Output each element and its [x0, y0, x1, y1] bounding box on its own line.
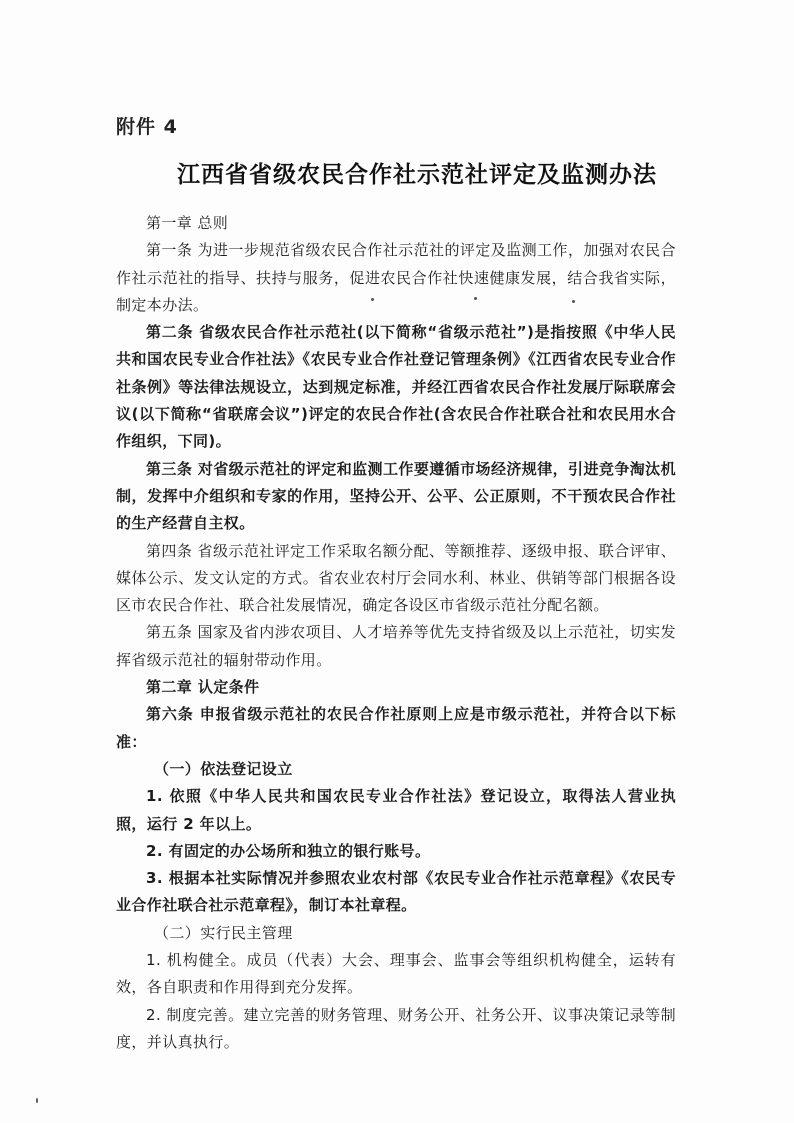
list-item: 2. 有固定的办公场所和独立的银行账号。 — [146, 841, 431, 860]
scan-speck — [36, 1098, 38, 1103]
document-title: 江西省省级农民合作社示范社评定及监测办法 — [177, 162, 657, 188]
scan-speck — [572, 300, 575, 303]
section-heading: （二）实行民主管理 — [154, 923, 293, 942]
article-paragraph: 第四条 省级示范社评定工作采取名额分配、等额推荐、逐级申报、联合评审、媒体公示、发文认定的方式。省农业农村厅会同水利、林业、供销等部门根据各设区市农民合作社、联合社发展情况，确定各设区市省级示范社分配名额。 — [116, 541, 676, 615]
scan-speck — [371, 298, 374, 301]
chapter-heading: 第一章 总则 — [146, 214, 229, 232]
chapter-heading: 第二章 认定条件 — [146, 678, 260, 697]
article-paragraph: 第二条 省级农民合作社示范社(以下简称“省级示范社”)是指按照《中华人民共和国农民专业合作社法》《农民专业合作社登记管理条例》《江西省农民专业合作社条例》等法律法规设立，达到规定标准，并经江西省农民合作社发展厅际联席会议(以下简称“省联席会议”)评定的农民合作社(含农民合作社联合社和农民用水合作组织，下同)。 — [116, 323, 676, 451]
list-item: 1. 机构健全。成员（代表）大会、理事会、监事会等组织机构健全，运转有效，各自职责和作用得到充分发挥。 — [116, 951, 676, 997]
list-item: 1. 依照《中华人民共和国农民专业合作社法》登记设立，取得法人营业执照，运行 2 年以上。 — [116, 787, 676, 833]
list-item: 2. 制度完善。建立完善的财务管理、财务公开、社务公开、议事决策记录等制度，并认真执行。 — [116, 1005, 676, 1051]
document-body — [116, 210, 676, 1056]
attachment-label: 附件 4 — [116, 116, 178, 138]
article-paragraph: 第五条 国家及省内涉农项目、人才培养等优先支持省级及以上示范社，切实发挥省级示范社的辐射带动作用。 — [116, 623, 676, 669]
article-paragraph: 第六条 申报省级示范社的农民合作社原则上应是市级示范社，并符合以下标准： — [116, 705, 676, 751]
article-paragraph: 第三条 对省级示范社的评定和监测工作要遵循市场经济规律，引进竞争淘汰机制，发挥中介组织和专家的作用，坚持公开、公平、公正原则，不干预农民合作社的生产经营自主权。 — [116, 459, 676, 533]
scan-speck — [474, 297, 477, 300]
section-heading: （一）依法登记设立 — [154, 759, 293, 778]
list-item: 3. 根据本社实际情况并参照农业农村部《农民专业合作社示范章程》《农民专业合作社联合社示范章程》，制订本社章程。 — [116, 869, 676, 915]
article-paragraph: 第一条 为进一步规范省级农民合作社示范社的评定及监测工作，加强对农民合作社示范社的指导、扶持与服务，促进农民合作社快速健康发展，结合我省实际，制定本办法。 — [116, 241, 676, 314]
